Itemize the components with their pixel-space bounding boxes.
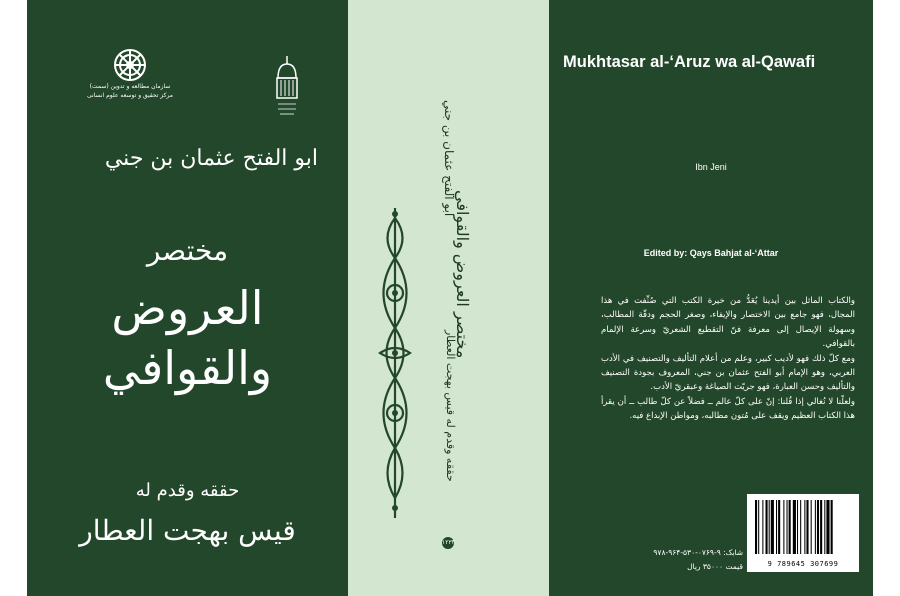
barcode-bar — [806, 500, 808, 554]
barcode-bar — [824, 500, 825, 554]
spine-editor: حققه وقدم له قيس بهجت العطار — [444, 330, 457, 482]
barcode-bar — [776, 500, 777, 554]
price-text: قیمت ۳۵۰۰۰ ریال — [687, 562, 743, 571]
barcode-icon — [747, 494, 859, 558]
publisher-name-line1: سازمان مطالعه و تدوین (سمت) — [89, 83, 171, 90]
barcode-bar — [762, 500, 763, 554]
barcode-bar — [778, 500, 780, 554]
back-title: Mukhtasar al-‘Aruz wa al-Qawafi — [563, 53, 816, 71]
back-editor: Edited by: Qays Bahjat al-‘Attar — [643, 248, 779, 258]
back-cover-panel — [549, 0, 873, 596]
front-title-line1: مختصر — [146, 234, 229, 267]
barcode-bar — [831, 500, 833, 554]
samt-rosette-logo-icon — [113, 48, 147, 82]
isbn-text: شابک: ۹-۰۷۶۹-۵۳۰-۹۶۴-۹۷۸ — [653, 548, 743, 557]
front-editor-label: حققه وقدم له — [135, 480, 240, 501]
mosque-dome-logo-icon — [272, 56, 302, 120]
publisher-name-line2: مرکز تحقیق و توسعه علوم انسانی — [87, 92, 173, 99]
barcode-bar — [758, 500, 759, 554]
barcode-bar — [815, 500, 816, 554]
barcode-digits: 9 789645 307699 — [767, 560, 839, 568]
barcode-bar — [793, 500, 796, 554]
spine-number-badge: ۱۲۳۴ — [442, 537, 454, 549]
barcode-bar — [787, 500, 788, 554]
blurb-paragraph: ومع كلّ ذلك فهو لأديب كبير، وعلم من أعلام التأليف والتصنيف في الأدب العربي، وهو الإمام أبو الفتح عثمان بن جني، المعروف بجودة التصنيف والتأليف وحسن العبارة، فهو جريّت الصياغة وعبقريّ الأدب. — [601, 353, 855, 393]
book-cover — [27, 0, 873, 596]
barcode-bar — [820, 500, 822, 554]
barcode — [747, 494, 859, 572]
mosque-logo — [267, 56, 307, 124]
blurb-paragraph: والكتاب الماثل بين أيدينا يُعَدُّ من خيرة الكتب التي صُنِّفت في هذا المجال، فهو جامع بين الاختصار والإيفاء، وصغر الحجم ودقّة المطالب، وسهولة الإيصال إلى معرفة فنّ التقطيع الشعريّ وسرعة الإلمام بالقوافي. — [601, 296, 855, 350]
front-title-line2: العروض والقوافي — [102, 281, 273, 395]
spine-title: مختصر العروض والقوافي — [453, 190, 472, 359]
spine-author: ابو الفتح عثمان بن جني — [442, 100, 456, 217]
barcode-bar — [817, 500, 819, 554]
back-blurb — [601, 294, 855, 424]
barcode-bar — [797, 500, 798, 554]
barcode-bar — [826, 500, 829, 554]
front-author-name: ابو الفتح عثمان بن جني — [104, 146, 318, 171]
front-cover-panel — [27, 0, 348, 596]
barcode-bar — [771, 500, 774, 554]
barcode-bar — [769, 500, 770, 554]
blurb-paragraph: ولعلّنا لا نُغالي إذا قُلنا: إنّ على كلّ عالم ــ فضلاً عن كلّ طالب ــ أن يقرأ هذا الكتاب العظيم ويقف على مُتون مطالبه، ومواطن الإبداع فيه. — [601, 396, 855, 422]
barcode-bar — [800, 500, 801, 554]
barcode-bar — [804, 500, 805, 554]
front-editor-name: قيس بهجت العطار — [79, 514, 296, 547]
spine-panel — [348, 0, 549, 596]
barcode-bar — [811, 500, 812, 554]
barcode-bar — [783, 500, 784, 554]
samt-logo — [75, 48, 185, 100]
barcode-bar — [766, 500, 768, 554]
barcode-bar — [789, 500, 791, 554]
back-author: Ibn Jeni — [695, 162, 727, 172]
barcode-bar — [755, 500, 757, 554]
arabesque-vertical-ornament-icon — [370, 208, 420, 518]
